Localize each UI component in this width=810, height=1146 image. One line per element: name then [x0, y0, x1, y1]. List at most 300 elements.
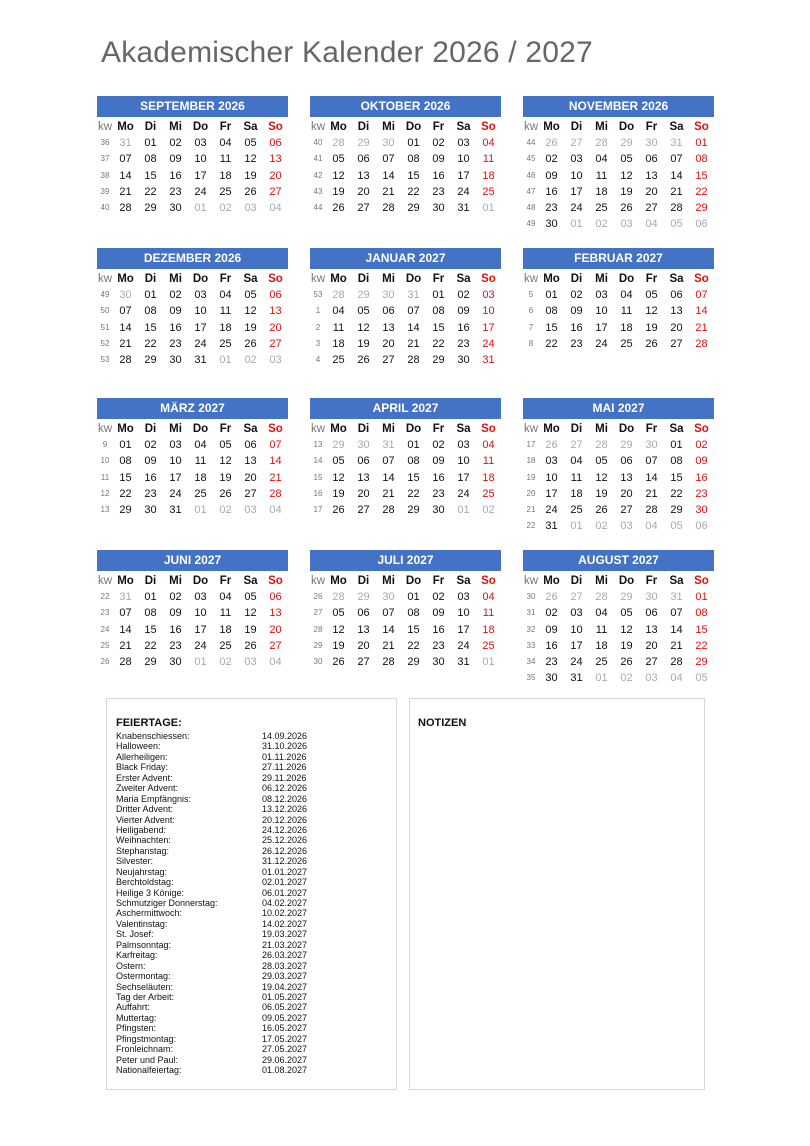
day-cell: 11	[482, 153, 495, 166]
day-cell: 19	[332, 185, 345, 198]
weekday-label: So	[694, 423, 709, 436]
day-cell: 31	[407, 289, 420, 302]
weekday-label: Fr	[645, 273, 658, 286]
day-cell: 28	[332, 289, 345, 302]
holiday-name: Erster Advent:	[116, 772, 173, 783]
day-cell: 14	[407, 321, 420, 334]
day-cell: 04	[269, 656, 282, 669]
day-cell: 05	[332, 607, 345, 620]
day-cell: 14	[119, 623, 132, 636]
weekday-label: So	[481, 423, 496, 436]
day-cell: 20	[357, 185, 370, 198]
day-cell: 25	[482, 639, 495, 652]
month-header: DEZEMBER 2026	[97, 248, 288, 269]
day-cell: 03	[244, 656, 257, 669]
day-cell: 10	[194, 305, 207, 318]
day-cell: 03	[194, 289, 207, 302]
day-cell: 25	[482, 487, 495, 500]
weekday-label: Fr	[432, 121, 445, 134]
day-cell: 24	[482, 337, 495, 350]
day-cell: 22	[432, 337, 445, 350]
week-row	[310, 303, 501, 319]
day-cell: 08	[695, 607, 708, 620]
day-cell: 16	[169, 169, 182, 182]
day-cell: 08	[407, 607, 420, 620]
notes-box[interactable]	[409, 698, 705, 1090]
day-cell: 07	[670, 607, 683, 620]
day-cell: 07	[645, 455, 658, 468]
week-number: 26	[313, 592, 323, 602]
weekday-label: Mi	[382, 423, 395, 436]
weekday-label: So	[268, 423, 283, 436]
month-header: OKTOBER 2026	[310, 96, 501, 117]
weekday-label: Sa	[456, 423, 471, 436]
month-calendar	[97, 248, 288, 368]
holiday-name: Knabenschiessen:	[116, 731, 190, 741]
week-number: 30	[526, 592, 536, 602]
day-cell: 23	[432, 185, 445, 198]
day-cell: 20	[645, 185, 658, 198]
weekday-label: Fr	[219, 575, 232, 588]
week-row	[310, 352, 501, 368]
day-cell: 19	[620, 185, 633, 198]
day-cell: 26	[595, 504, 608, 517]
month-calendar	[523, 248, 714, 352]
day-cell: 05	[244, 591, 257, 604]
weekday-label: Mi	[382, 273, 395, 286]
day-cell: 08	[119, 455, 132, 468]
day-cell: 29	[620, 439, 633, 452]
holiday-row	[116, 835, 386, 845]
day-cell: 15	[144, 169, 157, 182]
week-row	[97, 622, 288, 638]
day-cell: 10	[194, 153, 207, 166]
week-row	[523, 200, 714, 216]
month-header: AUGUST 2027	[523, 550, 714, 571]
week-number: 38	[100, 170, 110, 180]
week-row	[523, 184, 714, 200]
week-row	[97, 303, 288, 319]
day-cell: 15	[144, 623, 157, 636]
weekday-label: Do	[618, 273, 635, 286]
day-cell: 30	[169, 656, 182, 669]
weekday-label: Mo	[117, 121, 134, 134]
day-cell: 01	[482, 656, 495, 669]
day-cell: 27	[570, 137, 583, 150]
day-cell: 21	[695, 321, 708, 334]
week-row	[97, 502, 288, 518]
month-table	[523, 573, 714, 686]
day-cell: 04	[482, 439, 495, 452]
day-cell: 01	[219, 354, 232, 367]
day-cell: 27	[670, 337, 683, 350]
holiday-name: Zweiter Advent:	[116, 783, 179, 794]
kw-header: kw	[97, 273, 113, 286]
holiday-date: 13.12.2026	[262, 804, 308, 815]
kw-header: kw	[523, 273, 539, 286]
day-cell: 05	[332, 153, 345, 166]
week-row	[97, 437, 288, 453]
weekday-label: Di	[144, 423, 157, 436]
day-cell: 31	[119, 591, 132, 604]
week-number: 48	[526, 203, 536, 213]
weekday-label: Sa	[456, 121, 471, 134]
day-cell: 02	[432, 439, 445, 452]
day-cell: 15	[695, 169, 708, 182]
holiday-name: Halloween:	[116, 741, 161, 752]
day-cell: 10	[457, 607, 470, 620]
day-cell: 10	[457, 153, 470, 166]
month-calendar	[310, 398, 501, 518]
day-cell: 27	[357, 504, 370, 517]
week-row	[523, 486, 714, 502]
week-row	[97, 320, 288, 336]
week-row	[97, 135, 288, 151]
day-cell: 18	[194, 471, 207, 484]
day-cell: 25	[219, 337, 232, 350]
day-cell: 13	[357, 623, 370, 636]
day-cell: 31	[194, 354, 207, 367]
day-cell: 08	[407, 153, 420, 166]
day-cell: 29	[620, 591, 633, 604]
holiday-name: Sechseläuten:	[116, 981, 174, 992]
day-cell: 14	[670, 623, 683, 636]
day-cell: 09	[169, 153, 182, 166]
day-cell: 14	[382, 169, 395, 182]
day-cell: 14	[695, 305, 708, 318]
day-cell: 01	[144, 591, 157, 604]
day-cell: 16	[432, 623, 445, 636]
day-cell: 23	[169, 185, 182, 198]
day-cell: 14	[382, 471, 395, 484]
day-cell: 14	[645, 471, 658, 484]
day-cell: 28	[407, 354, 420, 367]
day-cell: 17	[457, 169, 470, 182]
week-row	[523, 135, 714, 151]
day-cell: 03	[570, 607, 583, 620]
day-cell: 06	[695, 520, 708, 533]
holiday-row	[116, 929, 386, 939]
weekday-label: Fr	[432, 575, 445, 588]
holiday-row	[116, 762, 386, 772]
weekday-label: Di	[144, 273, 157, 286]
day-cell: 30	[645, 439, 658, 452]
weekday-label: Sa	[243, 273, 258, 286]
week-number: 21	[526, 505, 536, 515]
holiday-row	[116, 898, 386, 908]
day-cell: 14	[382, 623, 395, 636]
week-number: 13	[313, 440, 323, 450]
day-cell: 28	[382, 656, 395, 669]
holiday-date: 01.01.2027	[262, 866, 308, 877]
day-cell: 06	[357, 455, 370, 468]
day-cell: 17	[194, 169, 207, 182]
day-cell: 20	[645, 639, 658, 652]
day-cell: 25	[219, 639, 232, 652]
week-number: 43	[313, 186, 323, 196]
day-cell: 03	[457, 591, 470, 604]
month-table	[97, 271, 288, 368]
weekday-label: Mi	[169, 575, 182, 588]
week-number: 8	[528, 338, 534, 348]
day-cell: 09	[169, 607, 182, 620]
weekday-label: Do	[618, 423, 635, 436]
day-cell: 17	[545, 487, 558, 500]
day-cell: 24	[457, 487, 470, 500]
day-cell: 03	[269, 354, 282, 367]
day-cell: 17	[194, 623, 207, 636]
day-cell: 10	[482, 305, 495, 318]
week-number: 16	[313, 488, 323, 498]
day-cell: 22	[407, 639, 420, 652]
holiday-row	[116, 867, 386, 877]
week-row	[97, 453, 288, 469]
holidays-box	[106, 698, 397, 1090]
week-number: 51	[100, 322, 110, 332]
day-cell: 30	[432, 656, 445, 669]
week-row	[310, 184, 501, 200]
day-cell: 30	[144, 504, 157, 517]
day-cell: 31	[670, 137, 683, 150]
month-table	[523, 271, 714, 352]
day-cell: 30	[382, 289, 395, 302]
day-cell: 05	[244, 289, 257, 302]
day-cell: 21	[407, 337, 420, 350]
day-cell: 06	[645, 607, 658, 620]
day-cell: 30	[695, 504, 708, 517]
day-cell: 29	[407, 504, 420, 517]
holiday-row	[116, 1044, 386, 1054]
day-cell: 12	[219, 455, 232, 468]
day-cell: 11	[620, 305, 633, 318]
day-cell: 27	[382, 354, 395, 367]
weekday-label: So	[694, 575, 709, 588]
weekday-label: Mi	[382, 121, 395, 134]
day-cell: 01	[119, 439, 132, 452]
weekday-label: Do	[618, 575, 635, 588]
week-row	[310, 287, 501, 303]
day-cell: 30	[169, 202, 182, 215]
day-cell: 11	[595, 169, 608, 182]
week-number: 26	[100, 657, 110, 667]
holiday-row	[116, 950, 386, 960]
weekday-label: Fr	[432, 423, 445, 436]
day-cell: 09	[169, 305, 182, 318]
month-header: MÄRZ 2027	[97, 398, 288, 419]
day-cell: 06	[244, 439, 257, 452]
day-cell: 19	[219, 471, 232, 484]
day-cell: 22	[407, 185, 420, 198]
weekday-header-row	[310, 573, 501, 589]
day-cell: 20	[670, 321, 683, 334]
weekday-label: Sa	[669, 575, 684, 588]
day-cell: 29	[620, 137, 633, 150]
day-cell: 05	[670, 218, 683, 231]
day-cell: 24	[169, 487, 182, 500]
week-number: 30	[313, 657, 323, 667]
day-cell: 20	[620, 487, 633, 500]
weekday-label: So	[481, 121, 496, 134]
day-cell: 10	[570, 169, 583, 182]
day-cell: 30	[545, 218, 558, 231]
holiday-name: Schmutziger Donnerstag:	[116, 898, 218, 908]
day-cell: 20	[244, 471, 257, 484]
day-cell: 23	[570, 337, 583, 350]
day-cell: 15	[670, 471, 683, 484]
day-cell: 26	[219, 487, 232, 500]
day-cell: 05	[357, 305, 370, 318]
holiday-name: Ostern:	[116, 960, 146, 971]
weekday-label: Do	[192, 423, 209, 436]
week-number: 42	[313, 170, 323, 180]
holiday-date: 06.01.2027	[262, 887, 308, 898]
week-number: 11	[100, 472, 110, 482]
month-calendar	[310, 96, 501, 216]
holiday-date: 14.02.2027	[262, 918, 308, 929]
day-cell: 17	[595, 321, 608, 334]
day-cell: 05	[219, 439, 232, 452]
day-cell: 12	[244, 153, 257, 166]
weekday-label: Mi	[595, 423, 608, 436]
weekday-label: Fr	[219, 273, 232, 286]
day-cell: 13	[269, 305, 282, 318]
day-cell: 20	[269, 321, 282, 334]
holiday-row	[116, 741, 386, 751]
week-number: 49	[100, 290, 110, 300]
page-title: Akademischer Kalender 2026 / 2027	[101, 36, 593, 69]
weekday-label: Do	[192, 575, 209, 588]
day-cell: 29	[332, 439, 345, 452]
weekday-header-row	[310, 421, 501, 437]
weekday-label: Di	[570, 273, 583, 286]
kw-header: kw	[310, 273, 326, 286]
holiday-row	[116, 888, 386, 898]
weekday-label: Do	[405, 423, 422, 436]
holiday-row	[116, 992, 386, 1002]
day-cell: 21	[670, 185, 683, 198]
week-number: 3	[315, 338, 321, 348]
week-row	[310, 470, 501, 486]
holiday-row	[116, 846, 386, 856]
weekday-label: Do	[405, 273, 422, 286]
weekday-label: Di	[357, 575, 370, 588]
month-header: SEPTEMBER 2026	[97, 96, 288, 117]
weekday-label: Sa	[456, 575, 471, 588]
day-cell: 03	[545, 455, 558, 468]
holiday-date: 17.05.2027	[262, 1033, 308, 1044]
holiday-row	[116, 731, 386, 741]
month-header: JANUAR 2027	[310, 248, 501, 269]
weekday-label: Mi	[595, 121, 608, 134]
week-number: 40	[313, 138, 323, 148]
holiday-date: 19.04.2027	[262, 981, 308, 992]
weekday-label: Mo	[330, 423, 347, 436]
weekday-label: So	[694, 121, 709, 134]
month-header: MAI 2027	[523, 398, 714, 419]
week-number: 40	[100, 203, 110, 213]
kw-header: kw	[523, 121, 539, 134]
weekday-label: Do	[192, 273, 209, 286]
day-cell: 06	[645, 153, 658, 166]
day-cell: 27	[645, 202, 658, 215]
day-cell: 17	[570, 639, 583, 652]
weekday-label: Di	[144, 121, 157, 134]
day-cell: 26	[545, 591, 558, 604]
day-cell: 30	[432, 202, 445, 215]
day-cell: 15	[432, 321, 445, 334]
day-cell: 11	[194, 455, 207, 468]
week-number: 1	[315, 306, 321, 316]
week-number: 37	[100, 154, 110, 164]
day-cell: 18	[219, 623, 232, 636]
day-cell: 10	[194, 607, 207, 620]
day-cell: 16	[695, 471, 708, 484]
holiday-row	[116, 940, 386, 950]
month-calendar	[523, 550, 714, 686]
holiday-name: Fronleichnam:	[116, 1044, 174, 1055]
holiday-name: Silvester:	[116, 856, 154, 867]
day-cell: 22	[119, 487, 132, 500]
day-cell: 04	[269, 504, 282, 517]
day-cell: 20	[269, 169, 282, 182]
day-cell: 28	[670, 202, 683, 215]
day-cell: 11	[570, 471, 583, 484]
weekday-label: Do	[405, 121, 422, 134]
day-cell: 13	[269, 607, 282, 620]
day-cell: 27	[357, 202, 370, 215]
holiday-date: 26.03.2027	[262, 950, 308, 961]
month-table	[310, 271, 501, 368]
day-cell: 29	[695, 202, 708, 215]
week-row	[97, 168, 288, 184]
holiday-name: Black Friday:	[116, 762, 169, 773]
holiday-row	[116, 815, 386, 825]
day-cell: 30	[457, 354, 470, 367]
day-cell: 02	[545, 153, 558, 166]
day-cell: 29	[357, 289, 370, 302]
weekday-label: Sa	[669, 121, 684, 134]
week-row	[310, 200, 501, 216]
day-cell: 17	[194, 321, 207, 334]
day-cell: 03	[570, 153, 583, 166]
day-cell: 24	[457, 639, 470, 652]
day-cell: 11	[219, 305, 232, 318]
week-row	[523, 453, 714, 469]
day-cell: 13	[357, 471, 370, 484]
day-cell: 03	[595, 289, 608, 302]
day-cell: 07	[269, 439, 282, 452]
day-cell: 03	[457, 137, 470, 150]
day-cell: 25	[570, 504, 583, 517]
day-cell: 28	[332, 137, 345, 150]
day-cell: 31	[119, 137, 132, 150]
day-cell: 04	[219, 591, 232, 604]
holiday-date: 31.12.2026	[262, 856, 308, 867]
day-cell: 10	[169, 455, 182, 468]
day-cell: 07	[382, 607, 395, 620]
day-cell: 23	[432, 487, 445, 500]
day-cell: 12	[620, 623, 633, 636]
day-cell: 01	[194, 656, 207, 669]
week-number: 10	[100, 456, 110, 466]
day-cell: 18	[620, 321, 633, 334]
day-cell: 02	[169, 137, 182, 150]
holiday-name: Aschermittwoch:	[116, 908, 183, 919]
day-cell: 21	[670, 639, 683, 652]
day-cell: 02	[570, 289, 583, 302]
weekday-label: Di	[357, 121, 370, 134]
week-number: 22	[100, 592, 110, 602]
